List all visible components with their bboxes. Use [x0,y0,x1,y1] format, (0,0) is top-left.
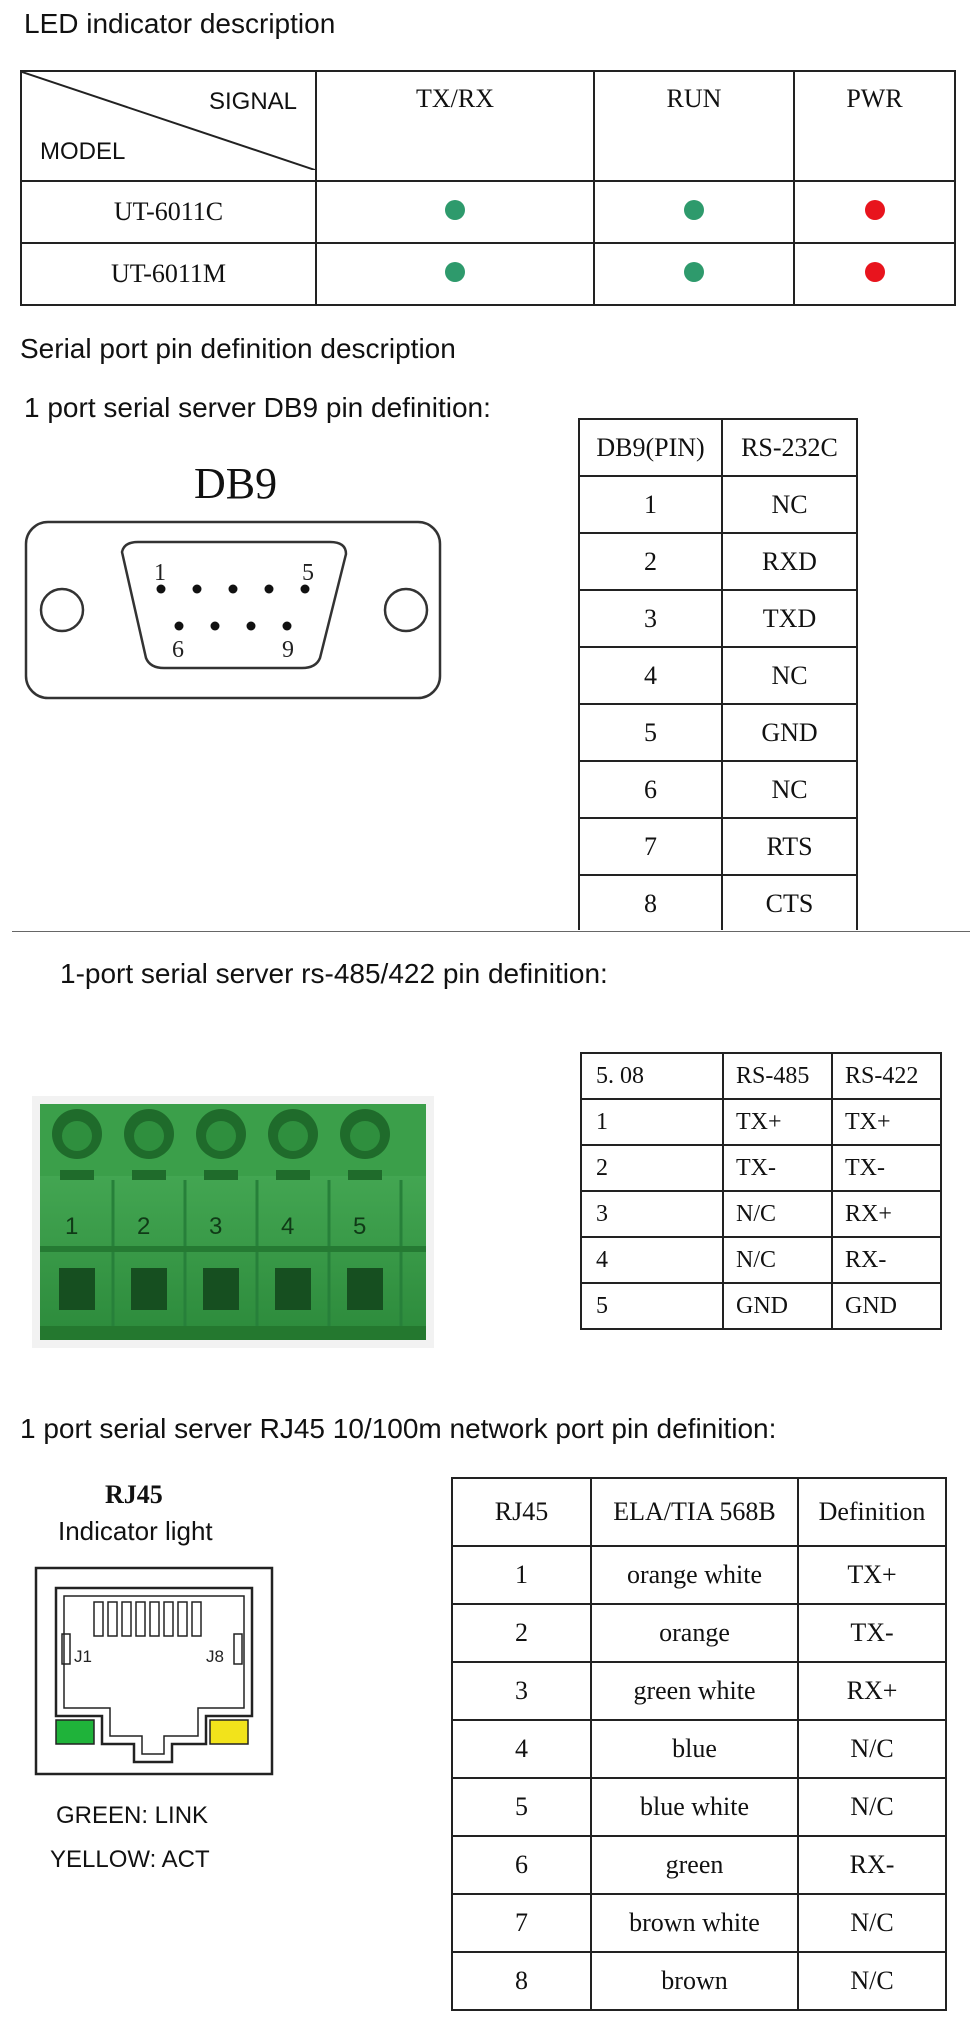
terminal-block-image [32,1096,434,1348]
table-cell: TX- [798,1604,946,1662]
terminal-label: 4 [281,1213,295,1240]
table-cell: blue white [591,1778,798,1836]
table-cell: 5 [581,1283,723,1329]
table-cell: TX+ [798,1546,946,1604]
table-cell: N/C [723,1191,832,1237]
table-cell: blue [591,1720,798,1778]
table-header-cell: ELA/TIA 568B [591,1478,798,1546]
table-row [452,1604,946,1662]
indicator-light-label: Indicator light [58,1516,213,1546]
table-cell: GND [723,1283,832,1329]
rj45-title: RJ45 [105,1480,163,1509]
rj45-port-diagram [34,1566,274,1776]
pin-label: 1 [154,560,166,586]
legend-green: GREEN: LINK [56,1802,209,1829]
table-cell: RX- [798,1836,946,1894]
model-cell: UT-6011C [21,181,316,243]
table-cell: 1 [452,1546,591,1604]
terminal-label: 1 [65,1213,79,1240]
model-label: MODEL [40,138,126,165]
led-corner-cell [21,71,316,181]
table-cell: 4 [452,1720,591,1778]
run-cell [594,243,794,305]
pin-label: 5 [302,560,314,586]
terminal-label: 2 [137,1213,151,1240]
table-cell: brown [591,1952,798,2010]
table-row [581,1191,941,1237]
led-dot-icon [445,262,465,282]
table-row [579,590,857,647]
table-header-cell: RS-485 [723,1053,832,1099]
led-dot-icon [684,200,704,220]
table-header-cell: Definition [798,1478,946,1546]
table-header-row [579,419,857,476]
table-cell: 2 [581,1145,723,1191]
wire-socket-icon [59,1268,95,1310]
pwr-cell [794,243,955,305]
table-header-cell: RJ45 [452,1478,591,1546]
table-cell: RX+ [798,1662,946,1720]
led-dot-icon [865,262,885,282]
table-cell: TXD [722,590,857,647]
j8-label: J8 [206,1647,224,1666]
terminal-label: 5 [353,1213,367,1240]
led-table-header [21,71,955,181]
table-row [581,1145,941,1191]
table-cell: 6 [452,1836,591,1894]
table-cell: NC [722,476,857,533]
table-cell: N/C [723,1237,832,1283]
table-header-cell: RS-232C [722,419,857,476]
table-cell: 7 [579,818,722,875]
table-row [579,875,857,930]
table-cell: RX+ [832,1191,941,1237]
table-cell: orange [591,1604,798,1662]
rj45-heading: 1 port serial server RJ45 10/100m network port pin definition: [20,1413,777,1444]
table-header-row [452,1478,946,1546]
led-dot-icon [445,200,465,220]
txrx-cell [316,243,594,305]
wire-socket-icon [203,1268,239,1310]
table-cell: 7 [452,1894,591,1952]
table-row [581,1099,941,1145]
table-row [579,533,857,590]
col-pwr: PWR [794,71,955,181]
led-table [20,70,956,306]
table-row [452,1662,946,1720]
serial-heading: Serial port pin definition description [20,333,456,364]
table-cell: 8 [452,1952,591,2010]
rs485-table [580,1052,942,1330]
table-row [579,647,857,704]
table-cell: 1 [579,476,722,533]
table-cell: GND [832,1283,941,1329]
pin-label: 9 [282,637,294,663]
table-cell: 4 [579,647,722,704]
table-row [581,1283,941,1329]
table-cell: 5 [452,1778,591,1836]
table-cell: N/C [798,1778,946,1836]
table-cell: 3 [452,1662,591,1720]
table-cell: RTS [722,818,857,875]
j1-label: J1 [74,1647,92,1666]
led-row [21,243,955,305]
txrx-cell [316,181,594,243]
table-cell: green [591,1836,798,1894]
rj45-table [451,1477,947,2011]
wire-socket-icon [131,1268,167,1310]
table-row [452,1836,946,1894]
db9-title: DB9 [194,459,278,508]
table-cell: 4 [581,1237,723,1283]
divider [12,931,970,932]
link-led-icon [56,1720,94,1744]
legend-yellow: YELLOW: ACT [50,1846,210,1873]
table-cell: TX- [723,1145,832,1191]
table-row [579,704,857,761]
table-cell: TX+ [723,1099,832,1145]
db9-table-viewport [570,410,870,930]
table-cell: 2 [579,533,722,590]
pin-label: 6 [172,637,184,663]
col-run: RUN [594,71,794,181]
table-cell: 6 [579,761,722,818]
table-cell: N/C [798,1894,946,1952]
table-cell: CTS [722,875,857,930]
table-row [452,1952,946,2010]
wire-socket-icon [347,1268,383,1310]
table-row [452,1778,946,1836]
table-row [579,476,857,533]
table-header-row [581,1053,941,1099]
table-row [581,1237,941,1283]
table-header-cell: DB9(PIN) [579,419,722,476]
table-cell: TX+ [832,1099,941,1145]
table-header-cell: RS-422 [832,1053,941,1099]
table-cell: green white [591,1662,798,1720]
led-heading: LED indicator description [24,8,336,39]
signal-label: SIGNAL [208,88,297,115]
table-header-cell: 5. 08 [581,1053,723,1099]
db9-connector-diagram [24,520,444,700]
model-cell: UT-6011M [21,243,316,305]
pwr-cell [794,181,955,243]
db9-heading: 1 port serial server DB9 pin definition: [24,392,491,423]
table-cell: RXD [722,533,857,590]
table-cell: N/C [798,1952,946,2010]
table-cell: GND [722,704,857,761]
table-cell: TX- [832,1145,941,1191]
table-cell: 3 [581,1191,723,1237]
table-cell: orange white [591,1546,798,1604]
col-txrx: TX/RX [316,71,594,181]
run-cell [594,181,794,243]
rs485-heading: 1-port serial server rs-485/422 pin definition: [60,958,608,989]
act-led-icon [210,1720,248,1744]
led-dot-icon [865,200,885,220]
table-cell: NC [722,761,857,818]
table-cell: RX- [832,1237,941,1283]
table-cell: NC [722,647,857,704]
table-cell: 1 [581,1099,723,1145]
table-cell: brown white [591,1894,798,1952]
led-dot-icon [684,262,704,282]
table-row [452,1894,946,1952]
table-cell: 5 [579,704,722,761]
table-cell: N/C [798,1720,946,1778]
db9-table [578,418,858,930]
table-cell: 2 [452,1604,591,1662]
table-row [452,1546,946,1604]
table-row [452,1720,946,1778]
led-row [21,181,955,243]
table-cell: 3 [579,590,722,647]
wire-socket-icon [275,1268,311,1310]
table-row [579,761,857,818]
terminal-label: 3 [209,1213,223,1240]
table-cell: 8 [579,875,722,930]
table-row [579,818,857,875]
